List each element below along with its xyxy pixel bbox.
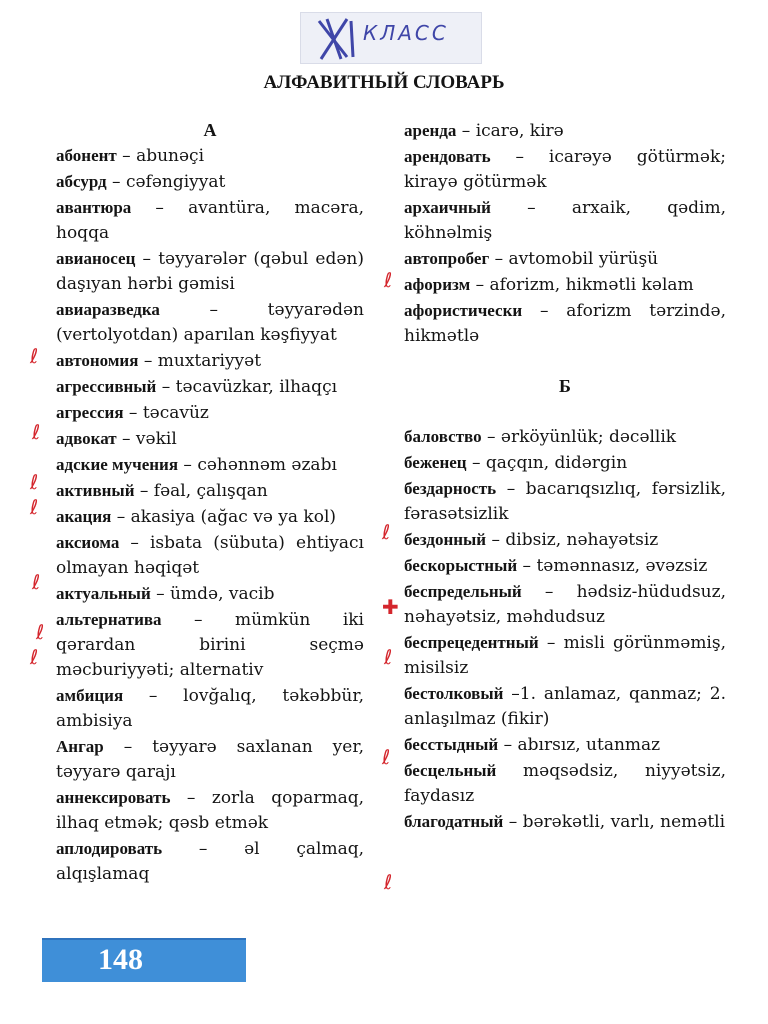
- stamp-label: КЛАСС: [363, 21, 449, 45]
- entry-definition: – ümdə, vacib: [150, 584, 275, 604]
- entry-definition: – isbata (sübuta) ehtiyacı olmayan həqiqət: [56, 533, 364, 578]
- entry-headword: альтернатива: [56, 610, 162, 629]
- roman-numeral-scribble: [307, 13, 367, 63]
- entry-definition: – misli görünməmiş, misilsiz: [404, 633, 726, 678]
- entry-definition: – abırsız, utanmaz: [498, 735, 661, 755]
- dictionary-entry: [404, 246, 726, 272]
- entry-headword: бесцельный: [404, 761, 497, 780]
- entry-list-left: [56, 143, 364, 887]
- entry-definition: –1. anlamaz, qanmaz; 2. anlaşılmaz (fikir): [404, 684, 726, 729]
- entry-definition: – bərəkətli, varlı, nemətli: [503, 812, 726, 832]
- entry-definition: – dibsiz, nəhayətsiz: [486, 530, 659, 550]
- margin-mark-icon: ℓ: [30, 344, 39, 368]
- dictionary-entry: [56, 530, 364, 581]
- letter-heading-b: Б: [559, 376, 571, 396]
- entry-definition: – arxaik, qədim, köhnəlmiş: [404, 198, 726, 243]
- margin-mark-icon: ℓ: [30, 645, 39, 669]
- entry-headword: баловство: [404, 427, 482, 446]
- entry-headword: аннексировать: [56, 788, 171, 807]
- right-column: [404, 118, 726, 835]
- margin-mark-icon: ℓ: [30, 495, 39, 519]
- entry-headword: аренда: [404, 121, 457, 140]
- entry-headword: беженец: [404, 453, 467, 472]
- dictionary-entry: [404, 758, 726, 809]
- entry-headword: адские мучения: [56, 455, 179, 474]
- dictionary-entry: [56, 195, 364, 246]
- entry-headword: абсурд: [56, 172, 107, 191]
- entry-headword: бесстыдный: [404, 735, 499, 754]
- dictionary-entry: [404, 579, 726, 630]
- dictionary-entry: [404, 195, 726, 246]
- entry-list-right-b: [404, 424, 726, 835]
- dictionary-entry: [56, 400, 364, 426]
- entry-definition: – əl çalmaq, alqışlamaq: [56, 839, 364, 884]
- margin-mark-icon: ℓ: [32, 420, 41, 444]
- entry-definition: – qaçqın, didərgin: [466, 453, 628, 473]
- entry-definition: – mümkün iki qərardan birini seçmə məcburiyyəti; alternativ: [56, 610, 364, 680]
- entry-definition: – muxtariyyət: [138, 351, 262, 371]
- entry-definition: – avtomobil yürüşü: [489, 249, 659, 269]
- entry-headword: Ангар: [56, 737, 104, 756]
- dictionary-entry: [404, 144, 726, 195]
- entry-definition: – icarə, kirə: [456, 121, 564, 141]
- entry-headword: авианосец: [56, 249, 136, 268]
- dictionary-entry: [404, 732, 726, 758]
- dictionary-entry: [404, 527, 726, 553]
- dictionary-entry: [56, 297, 364, 348]
- entry-definition: – avantüra, macəra, hoqqa: [56, 198, 364, 243]
- entry-definition: – təmənnasız, əvəzsiz: [517, 556, 708, 576]
- page-number: 148: [98, 943, 143, 976]
- entry-headword: архаичный: [404, 198, 491, 217]
- entry-definition: – bacarıqsızlıq, fərsizlik, fərasətsizlik: [404, 479, 726, 524]
- entry-headword: афоризм: [404, 275, 471, 294]
- entry-headword: акация: [56, 507, 112, 526]
- entry-headword: арендовать: [404, 147, 491, 166]
- dictionary-entry: [56, 785, 364, 836]
- entry-headword: благодатный: [404, 812, 504, 831]
- entry-headword: беспредельный: [404, 582, 522, 601]
- dictionary-entry: [56, 478, 364, 504]
- page-number-badge: [42, 938, 246, 982]
- handwritten-class-stamp: [300, 12, 482, 64]
- dictionary-entry: [404, 553, 726, 579]
- entry-definition: – aforizm tərzində, hikmətlə: [404, 301, 726, 346]
- dictionary-entry: [56, 581, 364, 607]
- letter-heading-a: А: [203, 120, 217, 140]
- dictionary-entry: [404, 630, 726, 681]
- dictionary-entry: [404, 424, 726, 450]
- dictionary-entry: [56, 348, 364, 374]
- dictionary-entry: [56, 683, 364, 734]
- entry-definition: – icarəyə götürmək; kirayə götürmək: [404, 147, 726, 192]
- dictionary-entry: [404, 450, 726, 476]
- entry-headword: актуальный: [56, 584, 151, 603]
- entry-headword: аплодировать: [56, 839, 163, 858]
- entry-headword: бескорыстный: [404, 556, 518, 575]
- margin-mark-icon: ℓ: [384, 645, 393, 669]
- entry-headword: амбиция: [56, 686, 124, 705]
- entry-definition: – təyyarələr (qəbul edən) daşıyan hərbi gəmisi: [56, 249, 364, 294]
- entry-definition: – təyyarə saxlanan yer, təyyarə qarajı: [56, 737, 364, 782]
- entry-definition: – təcavüz: [123, 403, 209, 423]
- margin-mark-icon: ℓ: [384, 870, 393, 894]
- dictionary-entry: [404, 681, 726, 732]
- entry-definition: – akasiya (ağac və ya kol): [111, 507, 337, 527]
- dictionary-entry: [56, 246, 364, 297]
- entry-headword: беспрецедентный: [404, 633, 539, 652]
- margin-mark-icon: ℓ: [30, 470, 39, 494]
- entry-headword: афористически: [404, 301, 523, 320]
- margin-mark-icon: ✚: [382, 595, 399, 619]
- dictionary-entry: [56, 426, 364, 452]
- margin-mark-icon: ℓ: [36, 620, 45, 644]
- dictionary-entry: [56, 836, 364, 887]
- page-title: АЛФАВИТНЫЙ СЛОВАРЬ: [263, 72, 505, 93]
- entry-definition: – cəhənnəm əzabı: [178, 455, 337, 475]
- entry-definition: – vəkil: [116, 429, 177, 449]
- entry-headword: агрессивный: [56, 377, 157, 396]
- entry-definition: – ərköyünlük; dəcəllik: [481, 427, 677, 447]
- entry-headword: бездонный: [404, 530, 487, 549]
- entry-headword: активный: [56, 481, 135, 500]
- dictionary-entry: [56, 734, 364, 785]
- dictionary-entry: [56, 143, 364, 169]
- entry-headword: авиаразведка: [56, 300, 160, 319]
- entry-definition: – fəal, çalışqan: [134, 481, 268, 501]
- entry-definition: – abunəçi: [116, 146, 205, 166]
- entry-headword: бездарность: [404, 479, 497, 498]
- entry-definition: – lovğalıq, təkəbbür, ambisiya: [56, 686, 364, 731]
- entry-headword: авантюра: [56, 198, 132, 217]
- dictionary-entry: [56, 374, 364, 400]
- entry-headword: абонент: [56, 146, 117, 165]
- dictionary-entry: [404, 809, 726, 835]
- dictionary-entry: [56, 452, 364, 478]
- dictionary-entry: [404, 118, 726, 144]
- entry-headword: автопробег: [404, 249, 490, 268]
- dictionary-entry: [404, 298, 726, 349]
- entry-headword: автономия: [56, 351, 139, 370]
- entry-definition: – zorla qoparmaq, ilhaq etmək; qəsb etmək: [56, 788, 364, 833]
- dictionary-entry: [56, 504, 364, 530]
- entry-definition: – cəfəngiyyat: [106, 172, 226, 192]
- entry-headword: адвокат: [56, 429, 117, 448]
- margin-mark-icon: ℓ: [382, 520, 391, 544]
- entry-definition: məqsədsiz, niyyətsiz, faydasız: [404, 761, 726, 806]
- entry-definition: – hədsiz-hüdudsuz, nəhayətsiz, məhdudsuz: [404, 582, 726, 627]
- left-column: [56, 118, 364, 887]
- entry-headword: аксиома: [56, 533, 120, 552]
- margin-mark-icon: ℓ: [384, 268, 393, 292]
- entry-list-right-a: [404, 118, 726, 349]
- dictionary-entry: [56, 169, 364, 195]
- entry-headword: агрессия: [56, 403, 124, 422]
- dictionary-entry: [404, 272, 726, 298]
- entry-headword: бестолковый: [404, 684, 504, 703]
- entry-definition: – aforizm, hikmətli kəlam: [470, 275, 694, 295]
- entry-definition: – təcavüzkar, ilhaqçı: [156, 377, 338, 397]
- margin-mark-icon: ℓ: [32, 570, 41, 594]
- dictionary-entry: [56, 607, 364, 683]
- dictionary-entry: [404, 476, 726, 527]
- entry-definition: – təyyarədən (vertolyotdan) aparılan kəşfiyyat: [56, 300, 364, 345]
- margin-mark-icon: ℓ: [382, 745, 391, 769]
